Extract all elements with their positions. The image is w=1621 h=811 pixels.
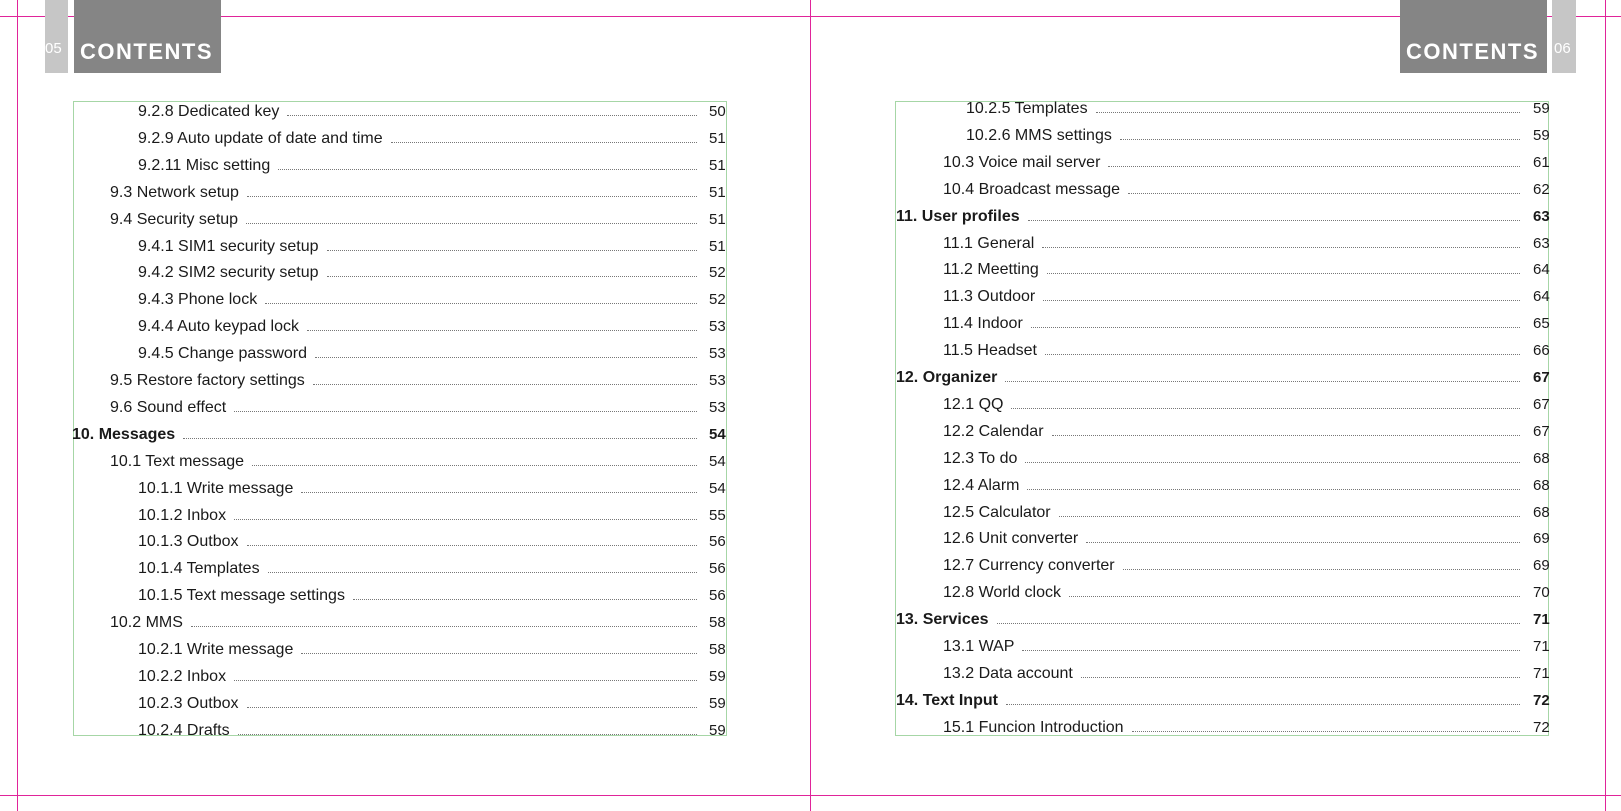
- toc-entry-page: 62: [1533, 180, 1550, 198]
- toc-entry-page: 51: [709, 156, 726, 174]
- toc-entry-page: 68: [1533, 476, 1550, 494]
- toc-entry: [0, 637, 1621, 657]
- toc-entry: [0, 476, 1621, 496]
- toc-entry-page: 59: [1533, 100, 1550, 117]
- toc-entry-label: 10.2.1 Write message: [138, 641, 294, 658]
- toc-entry: [0, 314, 1621, 334]
- toc-entry-page: 54: [709, 452, 726, 470]
- toc-entry-leader: [1042, 247, 1520, 248]
- toc-entry-page: 71: [1533, 638, 1550, 655]
- toc-entry-page: 53: [709, 398, 726, 416]
- toc-entry-label: 12.1 QQ: [943, 395, 1004, 413]
- left-page-title: CONTENTS: [80, 39, 213, 64]
- toc-entry-page: 64: [1533, 288, 1550, 306]
- toc-entry-label: 12.4 Alarm: [943, 476, 1020, 494]
- right-page-title: CONTENTS: [1406, 39, 1539, 64]
- toc-entry-leader: [1081, 677, 1520, 678]
- toc-entry-label: 13.1 WAP: [943, 638, 1015, 655]
- toc-entry: [0, 395, 1621, 415]
- toc-entry-leader: [1025, 462, 1520, 463]
- toc-entry-leader: [1022, 650, 1520, 651]
- toc-entry: [0, 664, 1621, 684]
- toc-entry-leader: [1043, 300, 1520, 301]
- toc-entry-label: 11.2 Meetting: [943, 261, 1039, 279]
- toc-entry-label: 12. Organizer: [896, 369, 998, 386]
- toc-entry-label: 9.2.9 Auto update of date and time: [138, 129, 383, 147]
- toc-entry-label: 10.2.4 Drafts: [138, 721, 230, 739]
- toc-entry-page: 64: [1533, 261, 1550, 279]
- toc-entry-leader: [1108, 166, 1520, 167]
- toc-entry-page: 51: [709, 129, 726, 147]
- toc-entry-page: 63: [1533, 207, 1550, 225]
- toc-entry-label: 11. User profiles: [896, 207, 1020, 225]
- toc-entry-label: 10.2.6 MMS settings: [966, 126, 1112, 144]
- toc-entry-label: 10.2.3 Outbox: [138, 694, 239, 712]
- toc-entry: [0, 422, 1621, 442]
- toc-entry-label: 12.6 Unit converter: [943, 530, 1079, 548]
- toc-entry-page: 50: [709, 103, 726, 120]
- toc-entry-page: 58: [709, 614, 726, 632]
- toc-entry-leader: [1059, 516, 1520, 517]
- toc-entry: [0, 260, 1621, 280]
- toc-entry-label: 9.4 Security setup: [110, 210, 239, 228]
- toc-entry-label: 13. Services: [896, 611, 989, 629]
- toc-entry-leader: [997, 623, 1520, 624]
- toc-entry: [0, 153, 1621, 173]
- toc-entry-label: 9.4.5 Change password: [138, 345, 307, 363]
- toc-entry-label: 12.5 Calculator: [943, 503, 1051, 521]
- toc-entry-page: 69: [1533, 530, 1550, 548]
- toc-entry: [0, 449, 1621, 469]
- toc-entry-label: 9.2.11 Misc setting: [138, 156, 271, 174]
- toc-entry-page: 53: [709, 318, 726, 336]
- toc-entry-label: 9.4.4 Auto keypad lock: [138, 318, 299, 336]
- toc-entry-label: 11.1 General: [943, 234, 1035, 252]
- toc-entry-label: 12.2 Calendar: [943, 422, 1044, 440]
- toc-entry-leader: [1031, 327, 1520, 328]
- toc-entry-page: 69: [1533, 557, 1550, 575]
- toc-entry: [0, 556, 1621, 576]
- toc-entry-page: 67: [1533, 422, 1550, 440]
- toc-entry-leader: [1132, 731, 1520, 732]
- toc-entry-page: 67: [1533, 369, 1550, 386]
- toc-entry-page: 71: [1533, 611, 1550, 629]
- toc-entry-page: 54: [709, 425, 726, 443]
- toc-entry-page: 52: [709, 264, 726, 282]
- toc-entry-label: 9.4.1 SIM1 security setup: [138, 237, 319, 255]
- toc-entry: [0, 126, 1621, 146]
- toc-entry-label: 10.2.5 Templates: [966, 100, 1088, 117]
- toc-entry-page: 51: [709, 183, 726, 201]
- toc-entry-page: 70: [1533, 584, 1550, 602]
- toc-entry-page: 53: [709, 345, 726, 363]
- toc-entry: [0, 503, 1621, 523]
- toc-entry-page: 59: [709, 694, 726, 712]
- toc-entry-leader: [1086, 542, 1520, 543]
- toc-entry: [0, 234, 1621, 254]
- toc-entry-label: 12.7 Currency converter: [943, 557, 1115, 575]
- toc-entry-page: 68: [1533, 503, 1550, 521]
- toc-entry-label: 14. Text Input: [896, 691, 998, 709]
- toc-entry-label: 10.1 Text message: [110, 452, 245, 470]
- toc-entry: [0, 718, 1621, 738]
- toc-entry-label: 11.5 Headset: [943, 342, 1037, 360]
- toc-entry-page: 59: [709, 667, 726, 685]
- toc-entry-page: 65: [1533, 315, 1550, 333]
- toc-entry: [0, 529, 1621, 549]
- toc-entry-label: 12.8 World clock: [943, 584, 1061, 602]
- toc-entry-leader: [1045, 354, 1520, 355]
- right-page-number: 06: [1554, 40, 1571, 57]
- toc-entry-leader: [1027, 489, 1520, 490]
- toc-entry-page: 56: [709, 560, 726, 578]
- toc-entry-page: 67: [1533, 395, 1550, 413]
- toc-entry-page: 56: [709, 533, 726, 551]
- toc-entry-page: 72: [1533, 691, 1550, 709]
- toc-entry-label: 10.1.3 Outbox: [138, 533, 239, 551]
- toc-entry-label: 10.1.4 Templates: [138, 560, 260, 578]
- toc-entry-page: 54: [709, 479, 726, 497]
- toc-entry-leader: [1028, 220, 1520, 221]
- toc-entry-page: 59: [709, 721, 726, 739]
- toc-entry: [0, 583, 1621, 603]
- left-page-number-tab: [45, 0, 68, 73]
- toc-entry-label: 9.6 Sound effect: [110, 398, 227, 416]
- toc-entry-label: 9.4.3 Phone lock: [138, 291, 258, 309]
- toc-entry: [0, 368, 1621, 388]
- toc-entry-leader: [1096, 112, 1520, 113]
- toc-entry-page: 58: [709, 641, 726, 658]
- toc-entry-label: 15.1 Funcion Introduction: [943, 718, 1124, 736]
- toc-entry-page: 59: [1533, 126, 1550, 144]
- toc-entry-page: 53: [709, 372, 726, 389]
- toc-entry-label: 11.3 Outdoor: [943, 288, 1036, 306]
- toc-entry-label: 10.2 MMS: [110, 614, 183, 632]
- toc-entry-page: 66: [1533, 342, 1550, 360]
- toc-entry-label: 10.3 Voice mail server: [943, 153, 1101, 171]
- toc-entry-page: 71: [1533, 664, 1550, 682]
- toc-entry: [0, 180, 1621, 200]
- toc-entry: [0, 99, 1621, 119]
- toc-entry-label: 11.4 Indoor: [943, 315, 1023, 333]
- toc-entry-page: 56: [709, 587, 726, 605]
- toc-entry: [0, 287, 1621, 307]
- toc-entry-page: 68: [1533, 449, 1550, 467]
- toc-entry-page: 52: [709, 291, 726, 309]
- toc-entry-leader: [1069, 596, 1520, 597]
- toc-entry-label: 13.2 Data account: [943, 664, 1073, 682]
- toc-entry-page: 63: [1533, 234, 1550, 252]
- toc-entry-label: 12.3 To do: [943, 449, 1018, 467]
- toc-entry-label: 9.2.8 Dedicated key: [138, 103, 280, 120]
- toc-entry: [0, 610, 1621, 630]
- toc-entry-label: 10.4 Broadcast message: [943, 180, 1120, 198]
- toc-entry-label: 9.5 Restore factory settings: [110, 372, 305, 389]
- toc-entry-leader: [1047, 273, 1520, 274]
- toc-entry-page: 51: [709, 237, 726, 255]
- toc-entry-leader: [1123, 569, 1520, 570]
- toc-entry-label: 9.4.2 SIM2 security setup: [138, 264, 319, 282]
- toc-entry-label: 10.2.2 Inbox: [138, 667, 227, 685]
- toc-entry-leader: [1006, 704, 1520, 705]
- toc-entry-leader: [1052, 435, 1520, 436]
- toc-entry-leader: [1128, 193, 1520, 194]
- toc-entry-page: 51: [709, 210, 726, 228]
- toc-entry-leader: [1005, 381, 1520, 382]
- right-page-number-tab: [1552, 0, 1576, 73]
- toc-entry-page: 61: [1533, 153, 1550, 171]
- toc-entry-label: 10.1.2 Inbox: [138, 506, 227, 524]
- toc-entry-leader: [1011, 408, 1520, 409]
- toc-entry-label: 10.1.5 Text message settings: [138, 587, 345, 605]
- left-page-number: 05: [45, 40, 62, 57]
- toc-entry-label: 9.3 Network setup: [110, 183, 239, 201]
- toc-entry: [0, 691, 1621, 711]
- toc-entry-label: 10. Messages: [72, 425, 176, 443]
- toc-entry-label: 10.1.1 Write message: [138, 479, 294, 497]
- toc-entry-page: 72: [1533, 718, 1550, 736]
- toc-entry-page: 55: [709, 506, 726, 524]
- toc-entry-leader: [1120, 139, 1520, 140]
- toc-entry: [0, 341, 1621, 361]
- toc-entry: [0, 207, 1621, 227]
